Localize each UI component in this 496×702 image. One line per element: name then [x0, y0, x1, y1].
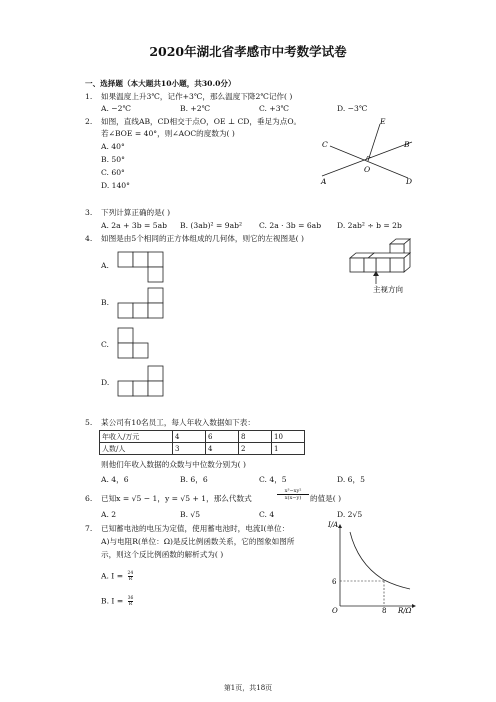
table-cell: 10 — [272, 431, 305, 443]
q7-number: 7. — [85, 524, 93, 533]
q4-option-c-figure — [118, 328, 150, 360]
q4-option-a-figure — [118, 252, 168, 284]
q2-number: 2. — [85, 117, 93, 126]
inverse-curve — [350, 532, 410, 589]
q7-option-a-num: 24 — [127, 571, 134, 576]
table-cell: 4 — [206, 443, 239, 455]
table-cell: 3 — [173, 443, 206, 455]
q7-stem-line1: 已知蓄电池的电压为定值，使用蓄电池时，电流I(单位： — [101, 524, 290, 533]
q7-option-a[interactable] — [101, 571, 133, 582]
q7-option-b-lead: B. I = — [101, 596, 124, 606]
q1-option-d[interactable]: D. −3℃ — [337, 104, 368, 113]
table-cell: 2 — [239, 443, 272, 455]
q4-option-d[interactable]: D. — [101, 378, 110, 387]
label-d: D — [406, 177, 413, 186]
q2-option-c[interactable]: C. 60° — [101, 168, 125, 177]
q1-option-b[interactable]: B. +2℃ — [180, 104, 211, 113]
q2-option-b[interactable]: B. 50° — [101, 155, 125, 164]
q7-option-a-lead: A. I = — [101, 571, 124, 581]
q6-stem-b: 的值是( ) — [310, 494, 342, 503]
line-oe — [368, 124, 380, 161]
table-cell: 8 — [239, 431, 272, 443]
view-direction-label: 主视方向 — [373, 285, 403, 294]
q6-fraction-numerator: x³−xy² — [277, 488, 309, 495]
income-table — [99, 430, 305, 455]
table-row — [100, 443, 305, 455]
table-cell: 4 — [173, 431, 206, 443]
q1-number: 1. — [85, 92, 93, 101]
q6-option-d[interactable]: D. 2√5 — [337, 510, 363, 519]
label-c: C — [322, 140, 328, 149]
q5-option-b[interactable]: B. 6，6 — [180, 475, 208, 484]
label-b: B — [404, 140, 410, 149]
q4-option-b-figure — [118, 288, 168, 320]
q5-stem: 某公司有10名员工，每人年收入数据如下表： — [101, 418, 255, 427]
q3-option-b[interactable]: B. (3ab)² = 9ab² — [180, 221, 243, 230]
q1-option-c[interactable]: C. +3℃ — [259, 104, 290, 113]
q3-option-a[interactable]: A. 2a + 3b = 5ab — [101, 221, 167, 230]
q7-option-b-den: R — [128, 602, 133, 607]
q6-fraction-denominator: x(x−y) — [284, 495, 302, 501]
x-tick-label: 8 — [382, 607, 387, 615]
q4-number: 4. — [85, 234, 93, 243]
q6-option-b[interactable]: B. √5 — [180, 510, 201, 519]
page-footer: 第1页，共18页 — [223, 684, 273, 692]
q1-option-a[interactable]: A. −2℃ — [101, 104, 132, 113]
section-heading: 一、选择题（本大题共10小题，共30.0分） — [85, 79, 236, 88]
q7-option-a-den: R — [128, 577, 133, 582]
q4-option-b[interactable]: B. — [101, 298, 109, 307]
q6-option-a[interactable]: A. 2 — [101, 510, 117, 519]
y-axis-label: I/A — [328, 521, 339, 529]
label-o: O — [364, 165, 371, 174]
q7-stem-line2: A)与电阻R(单位：Ω)是反比例函数关系，它的图象如图所 — [101, 537, 295, 546]
q6-fraction — [277, 488, 309, 501]
x-axis-label: R/Ω — [398, 607, 412, 615]
q3-option-d[interactable]: D. 2ab² ÷ b = 2b — [337, 221, 402, 230]
q5-number: 5. — [85, 418, 93, 427]
q4-stem: 如图是由5个相同的正方体组成的几何体，则它的左视图是( ) — [101, 234, 305, 243]
q3-number: 3. — [85, 208, 93, 217]
q4-option-c[interactable]: C. — [101, 340, 109, 349]
q7-stem-line3: 示，则这个反比例函数的解析式为( ) — [101, 550, 224, 559]
q6-number: 6. — [85, 494, 93, 503]
table-row — [100, 431, 305, 443]
q5-stem2: 则他们年收入数据的众数与中位数分别为( ) — [101, 460, 247, 469]
q4-option-a[interactable]: A. — [101, 261, 109, 270]
table-cell: 年收入/万元 — [100, 431, 173, 443]
page-title: 2020年湖北省孝感市中考数学试卷 — [149, 44, 347, 59]
q6-option-c[interactable]: C. 4 — [259, 510, 275, 519]
table-cell: 人数/人 — [100, 443, 173, 455]
y-tick-label: 6 — [332, 578, 337, 586]
q7-option-b[interactable] — [101, 596, 133, 607]
table-cell: 6 — [206, 431, 239, 443]
q7-graph — [326, 520, 418, 614]
q5-option-a[interactable]: A. 4，6 — [101, 475, 129, 484]
q2-figure — [318, 116, 418, 188]
q2-option-a[interactable]: A. 40° — [101, 142, 125, 151]
origin-label: O — [332, 607, 338, 615]
q6-stem-a: 已知x = √5 − 1，y = √5 + 1，那么代数式 — [101, 494, 252, 503]
q2-stem-line1: 如图，直线AB，CD相交于点O，OE ⊥ CD，垂足为点O。 — [101, 117, 302, 126]
q2-stem-line2: 若∠BOE = 40°，则∠AOC的度数为( ) — [101, 129, 235, 138]
q1-stem: 如果温度上升3℃，记作+3℃，那么温度下降2℃记作( ) — [101, 92, 293, 101]
q4-option-d-figure — [118, 366, 168, 398]
label-e: E — [380, 117, 386, 126]
q5-option-d[interactable]: D. 6，5 — [337, 475, 365, 484]
q4-solid-figure — [346, 238, 418, 296]
q3-option-c[interactable]: C. 2a · 3b = 6ab — [259, 221, 322, 230]
label-a: A — [321, 177, 327, 186]
q3-stem: 下列计算正确的是( ) — [101, 208, 171, 217]
q7-option-b-num: 36 — [127, 596, 134, 601]
q2-option-d[interactable]: D. 140° — [101, 181, 130, 190]
q5-option-c[interactable]: C. 4，5 — [259, 475, 287, 484]
table-cell: 1 — [272, 443, 305, 455]
